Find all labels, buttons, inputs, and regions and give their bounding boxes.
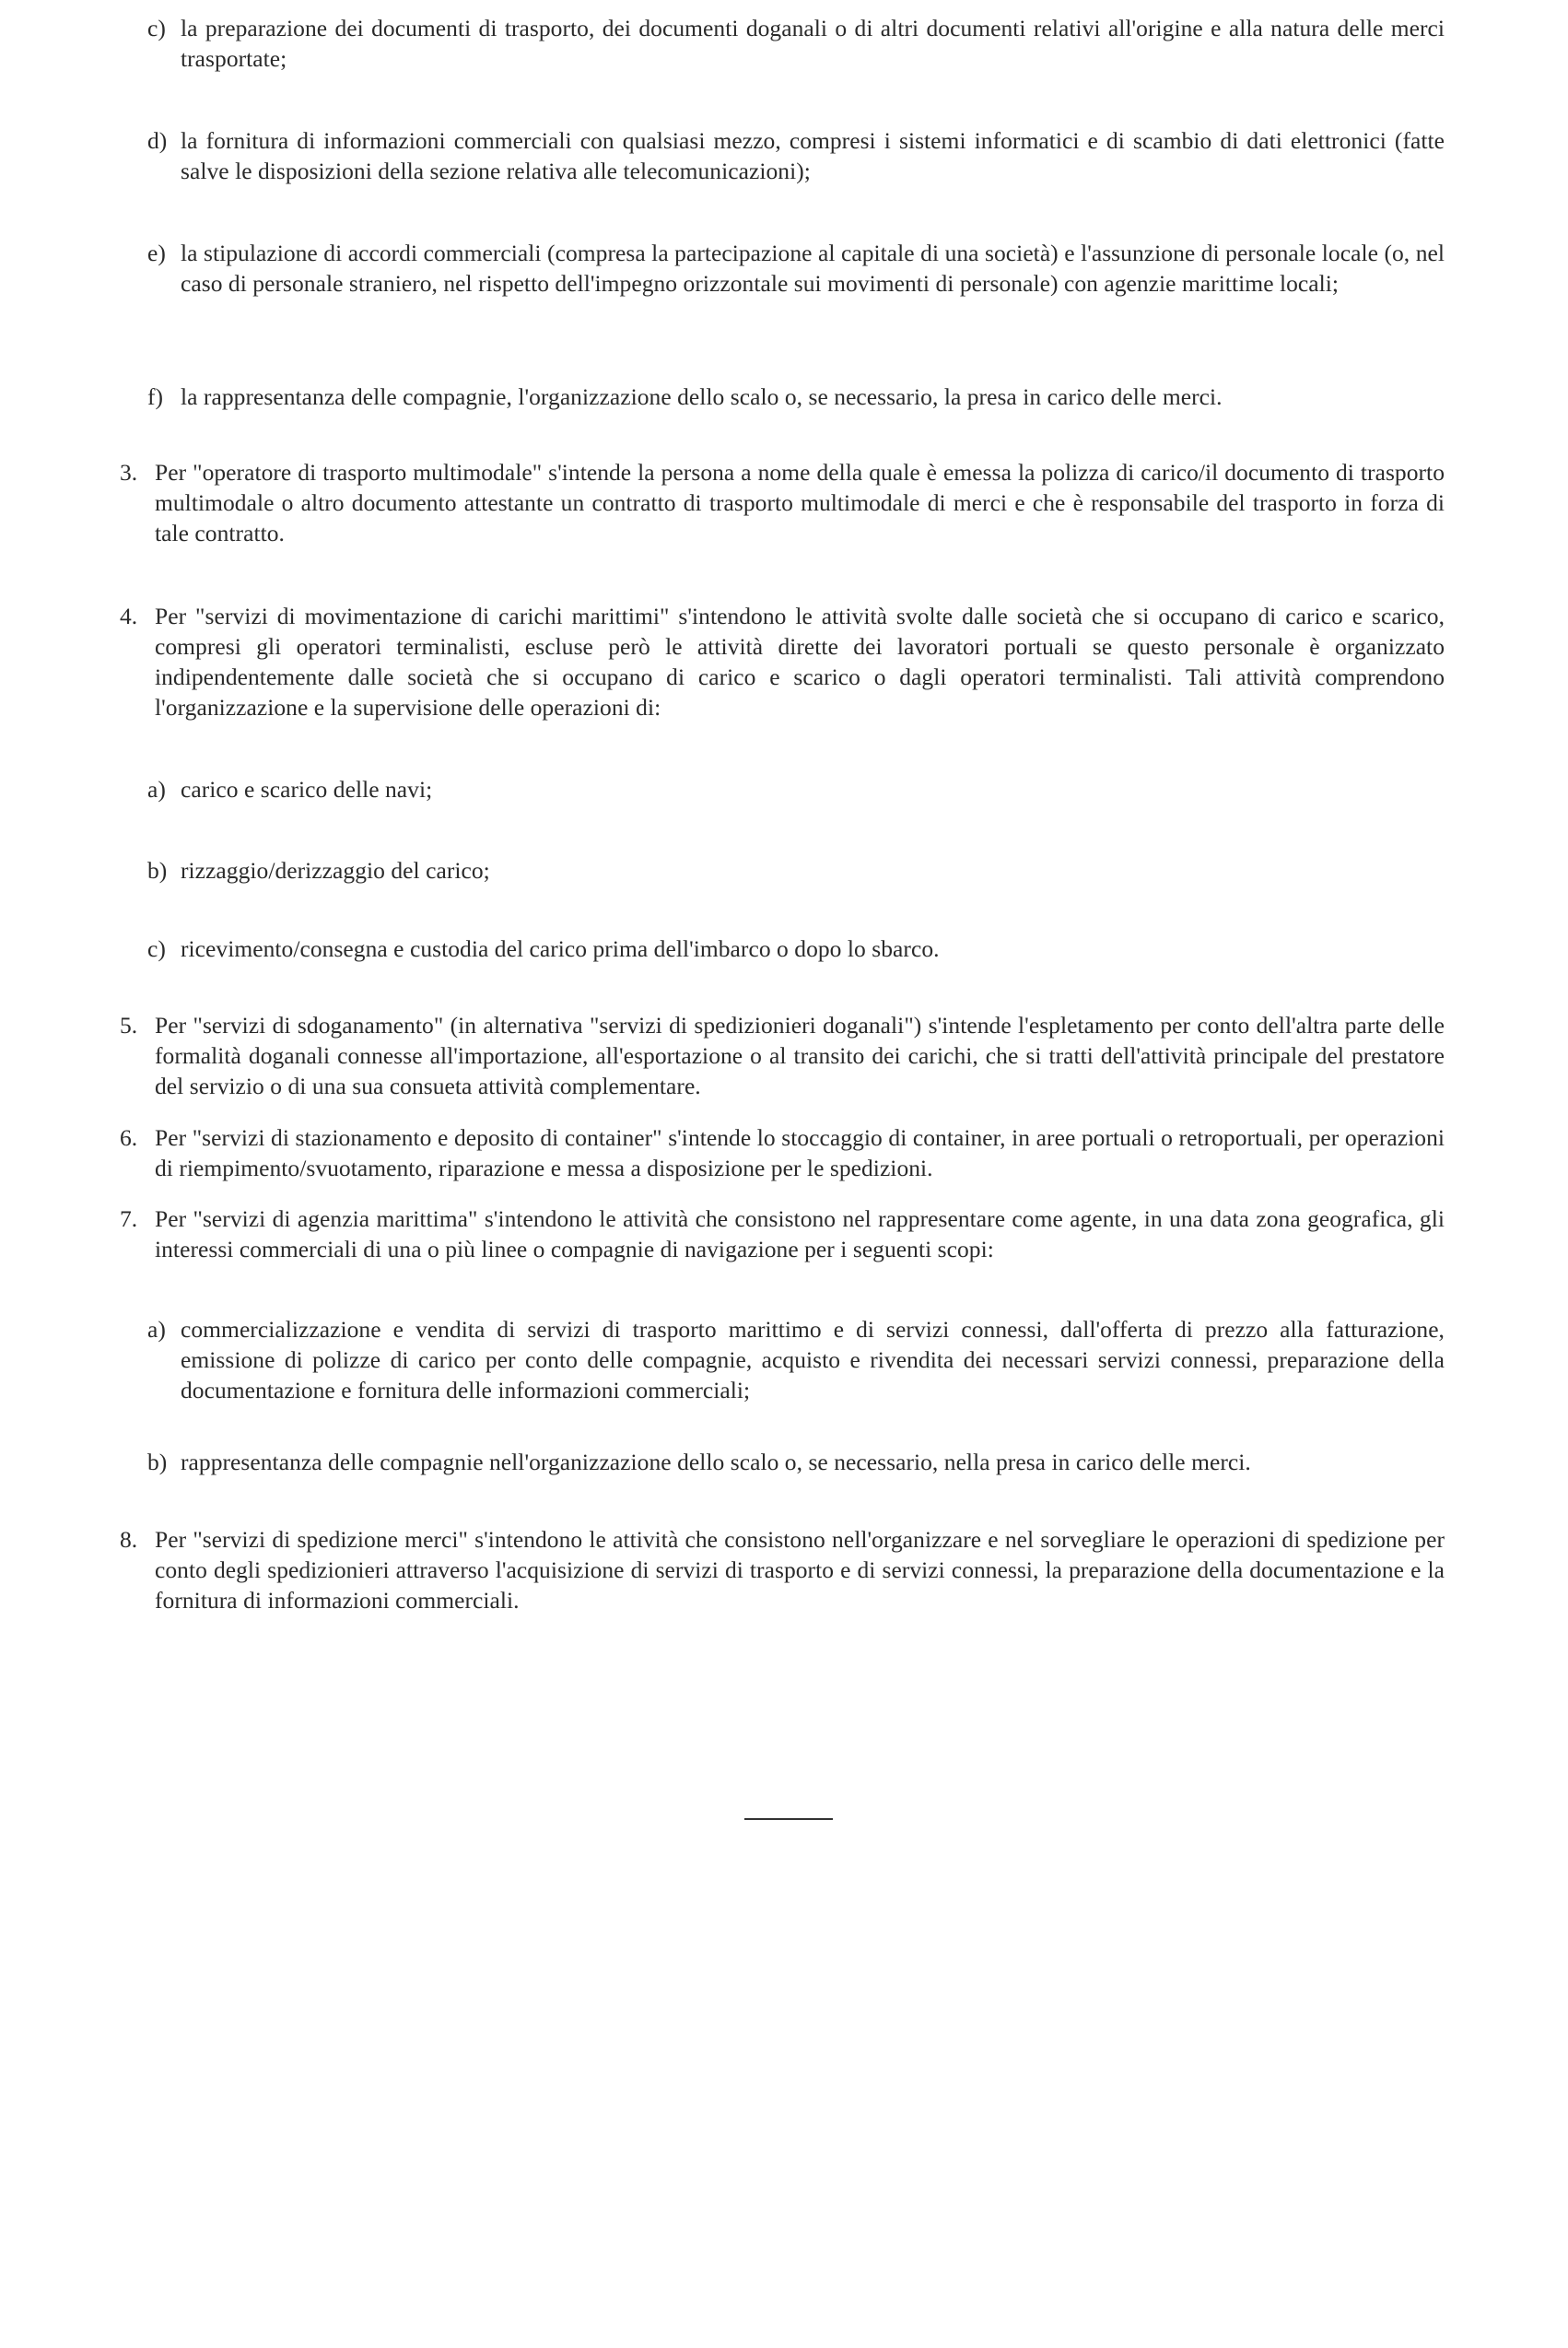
list-item-e-commercial-agreements	[147, 238, 1445, 299]
list-item-text: la rappresentanza delle compagnie, l'organizzazione dello scalo o, se necessario, la presa in carico delle merci.	[181, 383, 1223, 410]
paragraph-text: Per "servizi di movimentazione di carichi marittimi" s'intendono le attività svolte dalle società che si occupano di carico e scarico, compresi gli operatori terminalisti, escluse però le attività dirette dei lavoratori portuali se questo personale è organizzato indipendentemente dalle società che si occupano di carico e scarico o dagli operatori terminalisti. Tali attività comprendono l'organizzazione e la supervisione delle operazioni di:	[155, 603, 1445, 721]
paragraph-number: 5.	[120, 1012, 138, 1039]
list-marker: f)	[147, 383, 164, 410]
paragraph-8-freight-forwarding	[112, 1524, 1445, 1615]
paragraph-text: Per "servizi di sdoganamento" (in alternativa "servizi di spedizionieri doganali") s'intende l'espletamento per conto dell'altra parte delle formalità doganali connesse all'importazione, all'esportazione o al transito dei carichi, che si tratti dell'attività principale del prestatore del servizio o di una sua consueta attività complementare.	[155, 1012, 1445, 1099]
list-marker: a)	[147, 1316, 166, 1343]
list-item-a-marketing-sales	[147, 1314, 1445, 1405]
list-item-text: la preparazione dei documenti di trasporto, dei documenti doganali o di altri documenti relativi all'origine e alla natura delle merci trasportate;	[181, 15, 1445, 72]
list-marker: b)	[147, 857, 168, 884]
list-item-text: rappresentanza delle compagnie nell'organizzazione dello scalo o, se necessario, nella presa in carico delle merci.	[181, 1449, 1251, 1475]
paragraph-5-customs-clearance	[112, 1010, 1445, 1101]
paragraph-7-maritime-agency	[112, 1203, 1445, 1264]
paragraph-number: 6.	[120, 1124, 138, 1151]
list-item-text: carico e scarico delle navi;	[181, 776, 433, 803]
list-item-text: la stipulazione di accordi commerciali (compresa la partecipazione al capitale di una società) e l'assunzione di personale locale (o, nel caso di personale straniero, nel rispetto dell'impegno orizzontale sui movimenti di personale) con agenzie marittime locali;	[181, 240, 1445, 297]
list-marker: c)	[147, 15, 166, 41]
list-marker: e)	[147, 240, 166, 266]
paragraph-text: Per "servizi di agenzia marittima" s'intendono le attività che consistono nel rappresentare come agente, in una data zona geografica, gli interessi commerciali di una o più linee o compagnie di navigazione per i seguenti scopi:	[155, 1205, 1445, 1262]
section-end-rule	[744, 1818, 833, 1820]
paragraph-text: Per "servizi di stazionamento e deposito di container" s'intende lo stoccaggio di container, in aree portuali o retroportuali, per operazioni di riempimento/svuotamento, riparazione e messa a disposizione per le spedizioni.	[155, 1124, 1445, 1181]
list-marker: d)	[147, 127, 168, 154]
list-item-f-company-representation	[147, 382, 1445, 412]
paragraph-number: 4.	[120, 603, 138, 629]
list-marker: c)	[147, 935, 166, 962]
list-item-text: la fornitura di informazioni commerciali con qualsiasi mezzo, compresi i sistemi informatici e di scambio di dati elettronici (fatte salve le disposizioni della sezione relativa alle telecomunicazioni);	[181, 127, 1445, 184]
paragraph-4-cargo-handling	[112, 601, 1445, 722]
paragraph-text: Per "operatore di trasporto multimodale" s'intende la persona a nome della quale è emessa la polizza di carico/il documento di trasporto multimodale o altro documento attestante un contratto di trasporto multimodale di merci e che è responsabile del trasporto in forza di tale contratto.	[155, 459, 1445, 546]
list-item-b-lashing	[147, 855, 1445, 886]
paragraph-number: 3.	[120, 459, 138, 486]
paragraph-number: 8.	[120, 1526, 138, 1553]
paragraph-3-multimodal-operator	[112, 457, 1445, 548]
list-item-c-transport-documents	[147, 13, 1445, 74]
list-item-text: rizzaggio/derizzaggio del carico;	[181, 857, 490, 884]
list-marker: a)	[147, 776, 166, 803]
list-item-b-representation	[147, 1447, 1445, 1477]
list-item-d-commercial-information	[147, 125, 1445, 186]
list-item-c-cargo-receipt	[147, 933, 1445, 964]
paragraph-number: 7.	[120, 1205, 138, 1232]
list-marker: b)	[147, 1449, 168, 1475]
paragraph-text: Per "servizi di spedizione merci" s'intendono le attività che consistono nell'organizzare e nel sorvegliare le operazioni di spedizione per conto degli spedizionieri attraverso l'acquisizione di servizi di trasporto e di servizi connessi, la preparazione della documentazione e la fornitura di informazioni commerciali.	[155, 1526, 1445, 1614]
list-item-text: ricevimento/consegna e custodia del carico prima dell'imbarco o dopo lo sbarco.	[181, 935, 940, 962]
paragraph-6-container-storage	[112, 1122, 1445, 1183]
list-item-text: commercializzazione e vendita di servizi di trasporto marittimo e di servizi connessi, dall'offerta di prezzo alla fatturazione, emissione di polizze di carico per conto delle compagnie, acquisto e rivendita dei necessari servizi connessi, preparazione della documentazione e fornitura delle informazioni commerciali;	[181, 1316, 1445, 1403]
list-item-a-loading-unloading	[147, 774, 1445, 804]
